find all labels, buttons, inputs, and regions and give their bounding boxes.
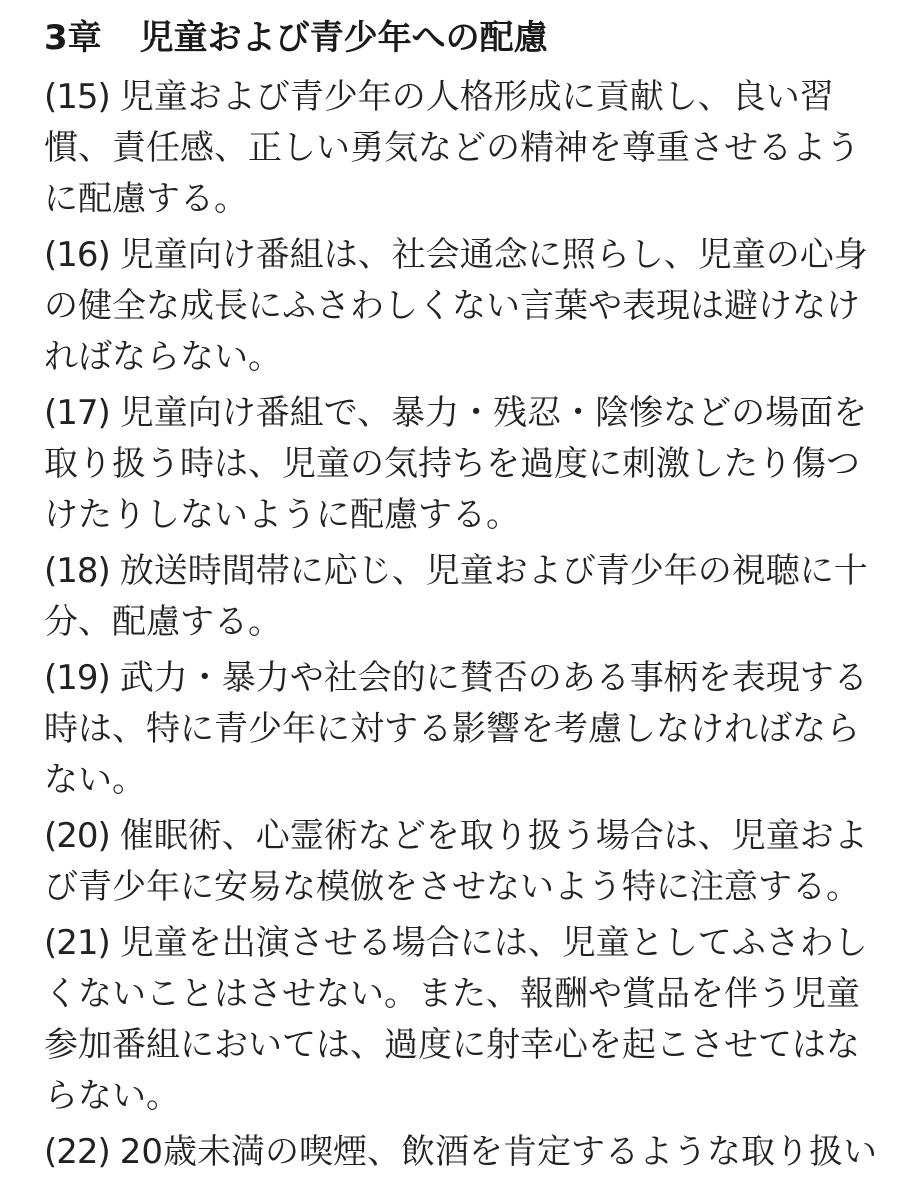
item-16-line-2: の健全な成長にふさわしくない言葉や表現は避けなけ [44, 286, 860, 326]
item-number: (22) [44, 1132, 110, 1172]
item-17-line-3: けたりしないように配慮する。 [44, 495, 520, 535]
item-text: 催眠術、心霊術などを取り扱う場合は、児童およ [119, 816, 868, 856]
item-text: 武力・暴力や社会的に賛否のある事柄を表現する [119, 658, 868, 698]
item-19-line-1 [44, 655, 868, 701]
item-17-line-1 [44, 390, 867, 436]
chapter-number: 3章 [44, 18, 102, 58]
item-21-line-4: らない。 [44, 1076, 180, 1116]
item-16-line-1 [44, 232, 868, 278]
item-17-line-2: 取り扱う時は、児童の気持ちを過度に刺激したり傷つ [44, 444, 860, 484]
item-number: (20) [44, 816, 110, 856]
item-number: (17) [44, 393, 110, 433]
item-21-line-1 [44, 920, 868, 966]
item-20-line-2: び青少年に安易な模倣をさせないよう特に注意する。 [44, 867, 860, 907]
item-22-line-1 [44, 1129, 877, 1175]
item-number: (19) [44, 658, 110, 698]
item-text: 放送時間帯に応じ、児童および青少年の視聴に十 [119, 551, 868, 591]
item-text: 児童向け番組は、社会通念に照らし、児童の心身 [119, 235, 868, 275]
item-19-line-3: ない。 [44, 760, 146, 800]
chapter-heading [44, 15, 548, 61]
item-19-line-2: 時は、特に青少年に対する影響を考慮しなければなら [44, 709, 860, 749]
item-20-line-1 [44, 813, 868, 859]
item-text: 20歳未満の喫煙、飲酒を肯定するような取り扱い [119, 1132, 878, 1172]
item-number: (21) [44, 923, 110, 963]
item-21-line-2: くないことはさせない。また、報酬や賞品を伴う児童 [44, 974, 860, 1014]
item-15-line-3: に配慮する。 [44, 179, 248, 219]
item-number: (15) [44, 77, 110, 117]
item-18-line-1 [44, 548, 868, 594]
item-number: (18) [44, 551, 110, 591]
chapter-title: 児童および青少年への配慮 [139, 18, 548, 58]
item-21-line-3: 参加番組においては、過度に射幸心を起こさせてはな [44, 1025, 860, 1065]
item-15-line-1 [44, 74, 834, 120]
item-number: (16) [44, 235, 110, 275]
item-text: 児童向け番組で、暴力・残忍・陰惨などの場面を [119, 393, 868, 433]
item-text: 児童を出演させる場合には、児童としてふさわし [119, 923, 868, 963]
item-15-line-2: 慣、責任感、正しい勇気などの精神を尊重させるよう [44, 128, 860, 168]
item-text: 児童および青少年の人格形成に貢献し、良い習 [119, 77, 834, 117]
item-18-line-2: 分、配慮する。 [44, 602, 282, 642]
item-16-line-3: ればならない。 [44, 337, 282, 377]
